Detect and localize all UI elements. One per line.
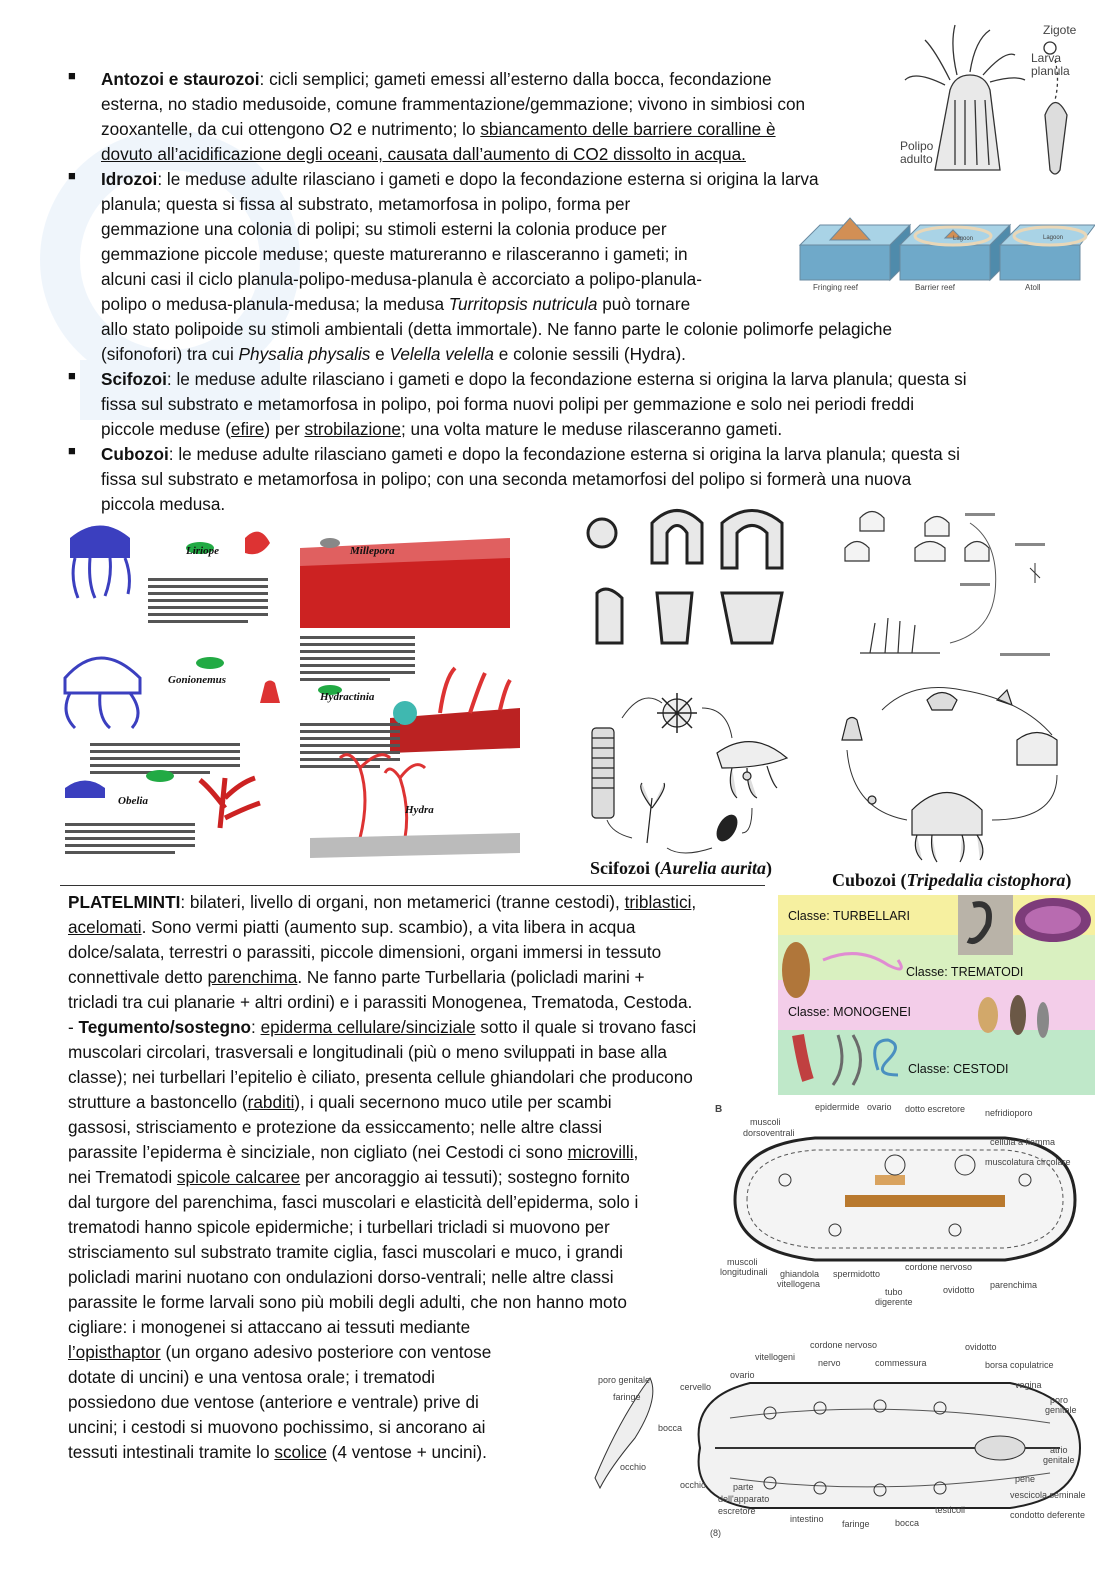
label-nefridioporo: nefridioporo [985, 1108, 1033, 1118]
label-ghiandola: ghiandola [780, 1269, 820, 1279]
label-vescicola-seminale: vescicola seminale [1010, 1490, 1086, 1500]
panel-hydra [310, 755, 520, 858]
label-muscoli-long: muscoli [727, 1257, 758, 1267]
label-class-monogenei: Classe: MONOGENEI [788, 1005, 911, 1019]
label-cervello: cervello [680, 1382, 712, 1392]
flatworm-class-images [778, 895, 1095, 1095]
label-nervo: nervo [818, 1358, 841, 1368]
label-escretore: escretore [718, 1506, 756, 1516]
label-testicoli: testicoli [935, 1505, 966, 1515]
label-faringe-2: faringe [842, 1519, 870, 1529]
paragraph-antozoi: Antozoi e staurozoi: cicli semplici; gameti emessi all’esterno dalla bocca, fecondazione esterna, no stadio medusoide, comune frammentazione/gemmazione; vivono in simbiosi con zooxantelle, da cui ottengono O2 e nutrimento; lo sbiancamento delle barriere coralline è dovuto all’acidificazione degli oceani, causata dall’aumento di CO2 dissolto in acqua. [101, 69, 806, 164]
caption-scifozoi: Scifozoi (Aurelia aurita) [590, 858, 773, 878]
paragraph-idrozoi: Idrozoi: le meduse adulte rilasciano i gameti e dopo la fecondazione esterna si origina la larva planula; questa si fissa al substrato, metamorfosa in polipo, forma per gemmazione una colonia di polipi; su stimoli esterni la colonia produce per gemmazione piccole meduse; queste matureranno e rilasceranno i gameti; in alcuni casi il ciclo planula-polipo-medusa-planula è accorciato a polipo-planula- polipo o medusa-planula-medusa; la medusa Turritopsis nutricula può tornare allo stato polipoide su stimoli ambientali (detta immortale). Ne fanno parte le colonie polimorfe pelagiche (sifonofori) tra cui Physalia physalis e Velella velella e colonie sessili (Hydra). [101, 169, 893, 364]
label-atoll: Atoll [1025, 283, 1041, 292]
planaria-anatomy-figure [580, 1338, 1095, 1538]
label-genitale: genitale [1045, 1405, 1077, 1415]
label-poro-genitale: poro genitale [598, 1375, 651, 1385]
panel-obelia [65, 770, 260, 854]
label-longitudinali: longitudinali [720, 1267, 768, 1277]
bullet-marker: ■ [68, 368, 76, 383]
label-millepora: Millepora [350, 545, 395, 557]
label-gonionemus: Gonionemus [168, 674, 227, 686]
label-dellapparato: dell'apparato [718, 1494, 770, 1504]
scyphozoa-cycle-figure [552, 668, 802, 868]
paragraph-platelminti-intro: PLATELMINTI: bilateri, livello di organi, non metamerici (tranne cestodi), triblastici, acelomati. Sono vermi piatti (aumento sup. scambio), a vita libera in acqua dolce/salata, terrestri o parassiti, piccole dimensioni, organi immersi in tessuto connettivale detto parenchima. Ne fanno parte Turbellaria (policladi marini + tricladi tra cui planarie + altri ordini) e i parassiti Monogenea, Trematoda, Cestoda. [68, 892, 697, 1012]
label-cordone-nervoso: cordone nervoso [905, 1262, 973, 1272]
paragraph-cubozoi: Cubozoi: le meduse adulte rilasciano gameti e dopo la fecondazione esterna si origina la larva planula; questa si fissa sul substrato e metamorfosa in polipo; con una seconda metamorfosi del polipo si formerà una nuova piccola medusa. [101, 444, 960, 514]
cubozoa-cycle-figure [822, 680, 1087, 865]
label-barrier-reef: Barrier reef [915, 283, 956, 292]
label-adulto: adulto [900, 152, 933, 166]
label-figure-number: (8) [710, 1528, 721, 1538]
label-class-turbellari: Classe: TURBELLARI [788, 909, 911, 923]
hydrozoa-medusa-cycle-figure [840, 503, 1070, 673]
label-muscolatura-circolare: muscolatura circolare [985, 1157, 1071, 1167]
label-occhio: occhio [620, 1462, 647, 1472]
hydrozoa-life-cycles-figure [60, 518, 520, 868]
flatworm-cross-section-figure [715, 1100, 1095, 1315]
label-polipo: Polipo [900, 139, 934, 153]
label-vitellogena: vitellogena [777, 1279, 821, 1289]
label-cordone: cordone nervoso [810, 1340, 878, 1350]
label-ovidotto: ovidotto [943, 1285, 975, 1295]
bullet-marker: ■ [68, 68, 76, 83]
bullet-marker: ■ [68, 443, 76, 458]
label-borsa-copulatrice: borsa copulatrice [985, 1360, 1054, 1370]
label-tubo: tubo [885, 1287, 903, 1297]
label-hydractinia: Hydractinia [320, 691, 375, 703]
label-pene: pene [1015, 1474, 1036, 1484]
label-planula: planula [1031, 64, 1070, 78]
label-intestino: intestino [790, 1514, 824, 1524]
label-atrio-genitale: genitale [1043, 1455, 1075, 1465]
caption-cubozoi: Cubozoi (Tripedalia cistophora) [832, 870, 1072, 890]
label-fringing-reef: Fringing reef [813, 283, 858, 292]
label-lagoon: Lagoon [953, 236, 974, 242]
label-lagoon: Lagoon [1043, 235, 1064, 241]
label-class-cestodi: Classe: CESTODI [908, 1062, 1009, 1076]
polyp-figure [895, 20, 1095, 180]
label-atrio: atrio [1050, 1445, 1068, 1455]
label-hydra: Hydra [405, 804, 434, 816]
label-commessura: commessura [875, 1358, 927, 1368]
bullet-marker: ■ [68, 168, 76, 183]
label-ovario-2: ovario [730, 1370, 755, 1380]
label-parte: parte [733, 1482, 754, 1492]
label-vitellogeni: vitellogeni [755, 1352, 796, 1362]
label-parenchima: parenchima [990, 1280, 1038, 1290]
label-ovidotto-2: ovidotto [965, 1342, 997, 1352]
label-epidermide: epidermide [815, 1102, 860, 1112]
paragraph-scifozoi: Scifozoi: le meduse adulte rilasciano i gameti e dopo la fecondazione esterna si origina la larva planula; questa si fissa sul substrato e metamorfosa in polipo, poi forma nuovi polipi per gemmazione e solo nei periodi freddi piccole meduse (efire) per strobilazione; una volta mature le meduse rilasceranno gameti. [101, 369, 967, 439]
label-bocca-2: bocca [895, 1518, 920, 1528]
paragraph-tegumento: - Tegumento/sostegno: epiderma cellulare/sinciziale sotto il quale si trovano fasci muscolari circolari, trasversali e longitudinali (più o meno sviluppati in base alla classe); nei turbellari l’epitelio è ciliato, presenta cellule ghiandolari che producono strutture a bastoncello (rabditi), i quali secernono muco utile per scambi gassosi, strisciamento e protezione da essiccamento; nelle altre classi parassite l’epiderma è sinciziale, non cigliato (nei Cestodi ci sono microvilli, nei Trematodi spicole calcaree per ancoraggio ai tessuti); sostegno fornito dal turgore del parenchima, fasci muscolari e elasticità dell’epiderma, solo i trematodi hanno spicole epidermiche; i turbellari tricladi si muovono per strisciamento sul substrato tramite ciglia, fasci muscolari e muco, i grandi policladi marini nuotano con ondulazioni dorso-ventrali; nelle altre classi parassite le forme larvali sono più mobili degli adulti, che non hanno moto cigliare: i monogenei si attaccano ai tessuti mediante l’opisthaptor (un organo adesivo posteriore con ventose dotate di uncini) e una ventosa orale; i trematodi possiedono due ventose (anteriore e ventrale) prive di uncini; i cestodi si muovono pochissimo, si ancorano ai tessuti intestinali tramite lo scolice (4 ventose + uncini). [68, 1017, 697, 1462]
label-muscoli: muscoli [750, 1117, 781, 1127]
label-vagina: vagina [1015, 1380, 1042, 1390]
label-obelia: Obelia [118, 795, 148, 807]
label-faringe: faringe [613, 1392, 641, 1402]
panel-liriope [70, 526, 273, 634]
label-bocca: bocca [658, 1423, 683, 1433]
label-liriope: Liriope [186, 545, 219, 557]
gastrulation-figure [582, 503, 807, 653]
label-poro: poro [1050, 1395, 1069, 1405]
label-dotto-escretore: dotto escretore [905, 1104, 966, 1114]
label-occhio-2: occhio [680, 1480, 707, 1490]
label-spermidotto: spermidotto [833, 1269, 881, 1279]
flatworm-classes-figure [778, 895, 1095, 1095]
label-digerente: digerente [875, 1297, 913, 1307]
label-cellula-fiamma: cellula a fiamma [990, 1137, 1056, 1147]
label-dorsoventrali: dorsoventrali [743, 1128, 795, 1138]
label-b: B [715, 1104, 723, 1115]
label-larva: Larva [1031, 51, 1062, 65]
panel-millepora [300, 538, 510, 693]
label-ovario: ovario [867, 1102, 892, 1112]
label-condotto-deferente: condotto deferente [1010, 1510, 1086, 1520]
panel-gonionemus [65, 657, 280, 774]
reef-figure [795, 210, 1095, 295]
section-divider [60, 885, 765, 886]
label-class-trematodi: Classe: TREMATODI [906, 965, 1024, 979]
label-zigote: Zigote [1043, 23, 1077, 37]
